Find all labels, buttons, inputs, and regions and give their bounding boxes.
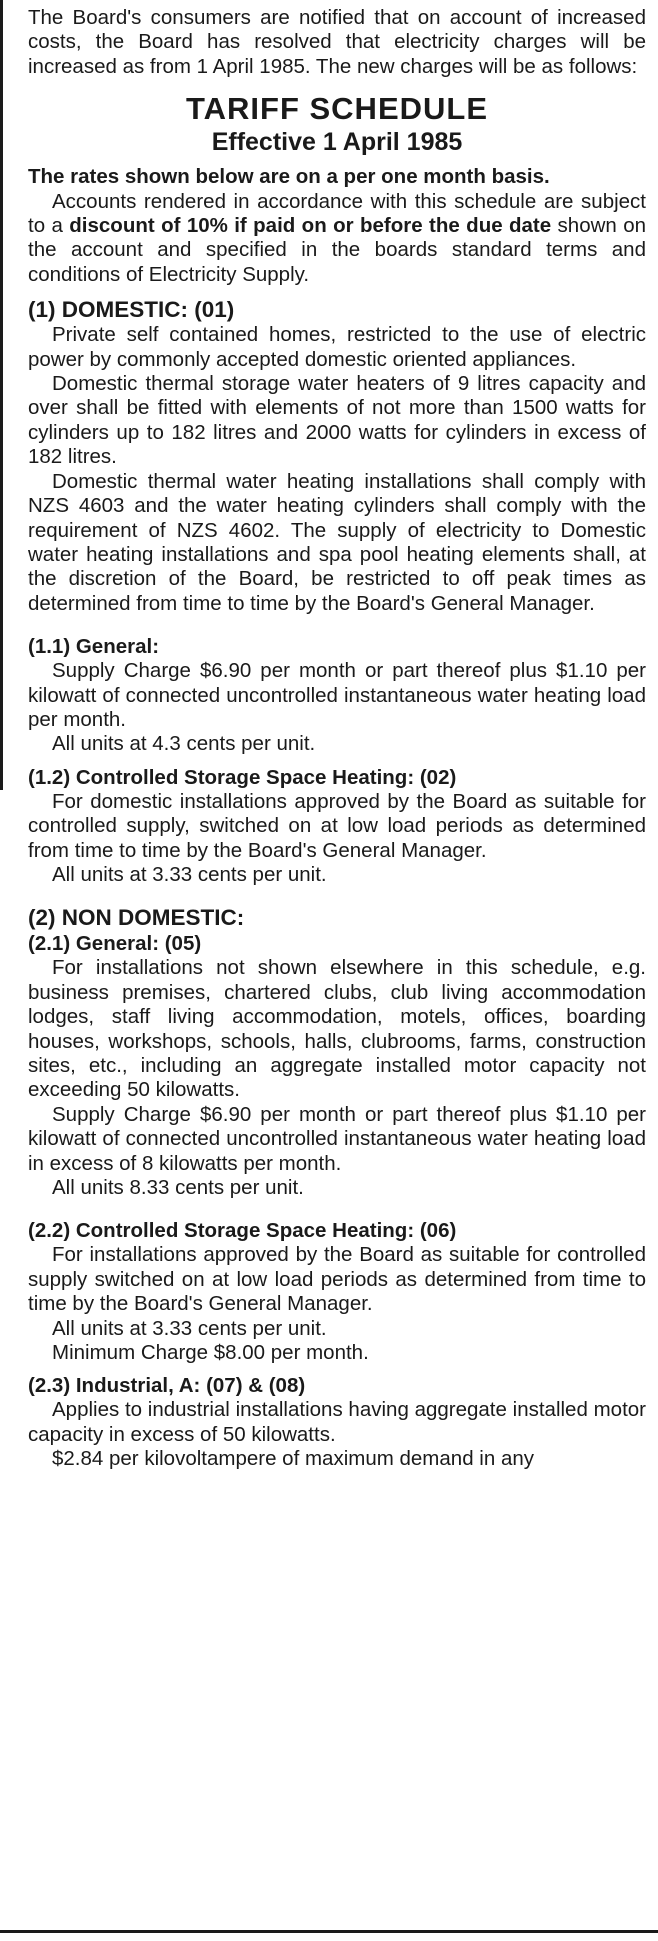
non-domestic-general-units: All units 8.33 cents per unit. bbox=[52, 1176, 304, 1200]
domestic-general-heading: (1.1) General: bbox=[28, 635, 160, 659]
non-domestic-heading: (2) NON DOMESTIC: bbox=[28, 905, 245, 931]
non-domestic-storage-desc: For installations approved by the Board as suitable for controlled supply switched on at low load periods as determined from time to time by the Board's General Manager. bbox=[28, 1243, 646, 1316]
non-domestic-storage-heading: (2.2) Controlled Storage Space Heating: (06) bbox=[28, 1219, 457, 1243]
non-domestic-storage-units: All units at 3.33 cents per unit. bbox=[52, 1316, 327, 1340]
page-edge-left bbox=[0, 0, 3, 790]
page-edge-bottom bbox=[0, 1930, 658, 1933]
industrial-charge: $2.84 per kilovoltampere of maximum demand in any bbox=[52, 1447, 534, 1471]
intro-paragraph: The Board's consumers are notified that on account of increased costs, the Board has resolved that electricity charges will be increased as from 1 April 1985. The new charges will be as follows: bbox=[28, 6, 646, 78]
domestic-storage-desc: For domestic installations approved by the Board as suitable for controlled supply, switched on at low load periods as determined from time to time by the Board's General Manager. bbox=[28, 789, 646, 862]
industrial-heading: (2.3) Industrial, A: (07) & (08) bbox=[28, 1374, 306, 1398]
non-domestic-storage-minimum: Minimum Charge $8.00 per month. bbox=[52, 1341, 369, 1365]
domestic-heading: (1) DOMESTIC: (01) bbox=[28, 297, 235, 323]
discount-text-post: shown on the account and specified in the boards standard terms and conditions of Electricity Supply. bbox=[28, 214, 646, 286]
effective-date-subtitle: Effective 1 April 1985 bbox=[211, 128, 463, 157]
basis-note: The rates shown below are on a per one month basis. bbox=[28, 165, 550, 189]
tariff-notice bbox=[28, 6, 646, 1472]
domestic-para-storage-heaters: Domestic thermal storage water heaters of 9 litres capacity and over shall be fitted with elements of not more than 1500 watts for cylinders up to 182 litres and 2000 watts for cylinders in excess of 182 litres. bbox=[28, 372, 646, 469]
domestic-storage-heading: (1.2) Controlled Storage Space Heating: (02) bbox=[28, 765, 457, 789]
domestic-storage-units: All units at 3.33 cents per unit. bbox=[52, 862, 327, 886]
industrial-desc: Applies to industrial installations having aggregate installed motor capacity in excess of 50 kilowatts. bbox=[28, 1398, 646, 1446]
discount-text-pre: Accounts rendered in accordance with this schedule are subject to a bbox=[28, 189, 646, 238]
discount-text-bold: discount of 10% if paid on or before the due date bbox=[69, 214, 552, 238]
domestic-para-installations: Domestic thermal water heating installations shall comply with NZS 4603 and the water heating cylinders shall comply with the requirement of NZS 4602. The supply of electricity to Domestic water heating installations and spa pool heating elements shall, at the discretion of the Board, be restricted to off peak times as determined from time to time by the Board's General Manager. bbox=[28, 469, 646, 615]
discount-paragraph bbox=[28, 190, 646, 288]
non-domestic-general-desc: For installations not shown elsewhere in this schedule, e.g. business premises, chartered clubs, club living accommodation lodges, staff living accommodation, motels, offices, boarding houses, workshops, schools, halls, clubrooms, farms, construction sites, etc., including an aggregate installed motor capacity not exceeding 50 kilowatts. bbox=[28, 956, 646, 1102]
domestic-general-units: All units at 4.3 cents per unit. bbox=[52, 732, 316, 756]
tariff-title: TARIFF SCHEDULE bbox=[185, 91, 489, 127]
non-domestic-general-heading: (2.1) General: (05) bbox=[28, 932, 202, 956]
domestic-general-supply: Supply Charge $6.90 per month or part thereof plus $1.10 per kilowatt of connected uncontrolled instantaneous water heating load per month. bbox=[28, 659, 646, 731]
non-domestic-general-supply: Supply Charge $6.90 per month or part thereof plus $1.10 per kilowatt of connected uncontrolled instantaneous water heating load in excess of 8 kilowatts per month. bbox=[28, 1102, 646, 1175]
domestic-para-appliances: Private self contained homes, restricted to the use of electric power by commonly accepted domestic oriented appliances. bbox=[28, 323, 646, 371]
